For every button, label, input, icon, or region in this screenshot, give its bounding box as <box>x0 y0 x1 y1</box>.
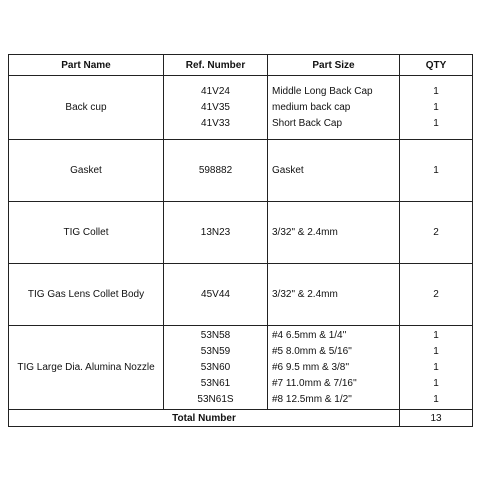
ref-value: 13N23 <box>200 226 231 238</box>
qty-value: 2 <box>433 288 439 300</box>
ref-value: 41V35 <box>201 101 230 113</box>
table-row <box>9 202 473 264</box>
table-row <box>9 76 473 140</box>
part-size-cell <box>268 202 400 264</box>
header-part-size: Part Size <box>268 55 400 76</box>
ref-value: 53N60 <box>200 361 231 373</box>
ref-value: 53N61 <box>200 377 231 389</box>
ref-number-cell <box>164 76 268 140</box>
part-name-cell: TIG Large Dia. Alumina Nozzle <box>9 326 164 410</box>
parts-table <box>8 54 473 427</box>
qty-cell <box>400 326 473 410</box>
part-size-cell <box>268 264 400 326</box>
size-value: 3/32" & 2.4mm <box>272 288 338 300</box>
ref-value: 45V44 <box>201 288 230 300</box>
part-name-cell: TIG Gas Lens Collet Body <box>9 264 164 326</box>
table-body <box>9 76 473 410</box>
size-value: Middle Long Back Cap <box>272 85 373 97</box>
total-row <box>9 410 473 427</box>
size-value: #6 9.5 mm & 3/8'' <box>272 361 350 373</box>
header-ref-number: Ref. Number <box>164 55 268 76</box>
ref-number-cell <box>164 264 268 326</box>
size-value: #5 8.0mm & 5/16'' <box>272 345 352 357</box>
size-value: Short Back Cap <box>272 117 343 129</box>
ref-value: 41V24 <box>201 85 230 97</box>
qty-cell <box>400 140 473 202</box>
qty-value: 1 <box>433 329 439 341</box>
total-value: 13 <box>400 410 473 427</box>
ref-value: 53N61S <box>197 393 234 405</box>
qty-value: 1 <box>433 377 439 389</box>
qty-cell <box>400 202 473 264</box>
size-value: #7 11.0mm & 7/16'' <box>272 377 357 389</box>
ref-number-cell <box>164 140 268 202</box>
ref-value: 53N58 <box>200 329 231 341</box>
total-label: Total Number <box>9 410 400 427</box>
header-part-name: Part Name <box>9 55 164 76</box>
qty-value: 1 <box>433 117 439 129</box>
header-row <box>9 55 473 76</box>
part-name-cell: Back cup <box>9 76 164 140</box>
table-row <box>9 264 473 326</box>
qty-cell <box>400 264 473 326</box>
table-row <box>9 140 473 202</box>
part-name-cell: TIG Collet <box>9 202 164 264</box>
part-size-cell <box>268 76 400 140</box>
size-value: medium back cap <box>272 101 351 113</box>
qty-value: 2 <box>433 226 439 238</box>
part-name-cell: Gasket <box>9 140 164 202</box>
qty-value: 1 <box>433 101 439 113</box>
size-value: #4 6.5mm & 1/4'' <box>272 329 347 341</box>
ref-value: 598882 <box>198 164 233 176</box>
qty-value: 1 <box>433 393 439 405</box>
qty-value: 1 <box>433 361 439 373</box>
ref-number-cell <box>164 202 268 264</box>
ref-value: 53N59 <box>200 345 231 357</box>
table-row <box>9 326 473 410</box>
size-value: Gasket <box>272 164 304 176</box>
qty-value: 1 <box>433 164 439 176</box>
qty-cell <box>400 76 473 140</box>
ref-number-cell <box>164 326 268 410</box>
qty-value: 1 <box>433 85 439 97</box>
header-qty: QTY <box>400 55 473 76</box>
part-size-cell <box>268 326 400 410</box>
ref-value: 41V33 <box>201 117 230 129</box>
part-size-cell <box>268 140 400 202</box>
qty-value: 1 <box>433 345 439 357</box>
size-value: 3/32" & 2.4mm <box>272 226 338 238</box>
size-value: #8 12.5mm & 1/2'' <box>272 393 352 405</box>
